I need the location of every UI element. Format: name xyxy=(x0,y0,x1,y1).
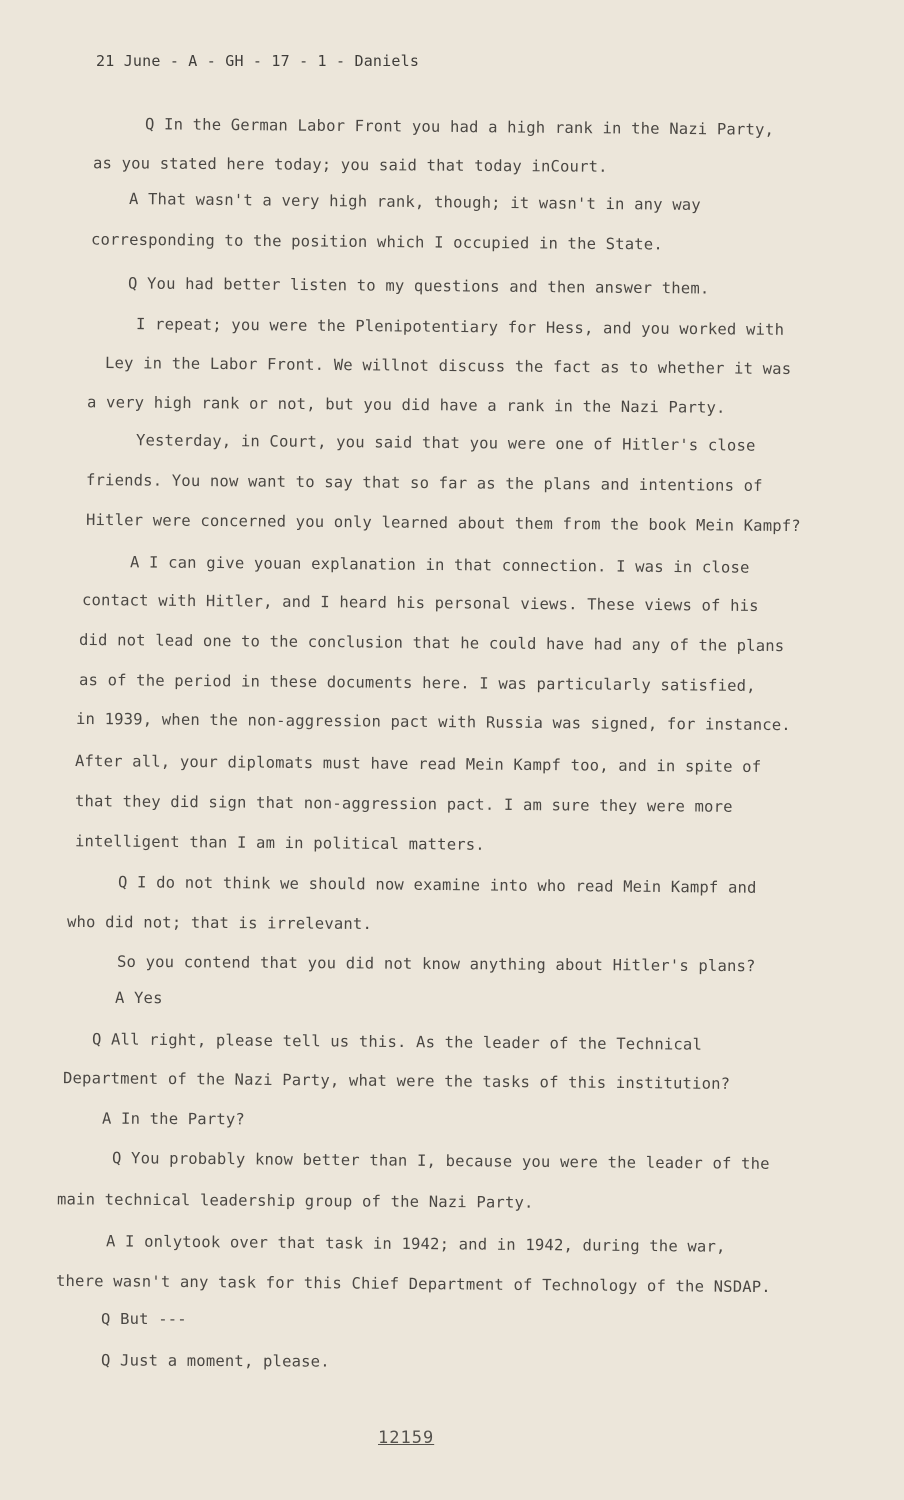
transcript-line: there wasn't any task for this Chief Department of Technology of the NSDAP. xyxy=(55,1271,771,1297)
transcript-line: A In the Party? xyxy=(101,1109,246,1129)
transcript-line: Q In the German Labor Front you had a high rank in the Nazi Party, xyxy=(144,115,775,139)
transcript-line: Q Just a moment, please. xyxy=(100,1351,330,1371)
transcript-line: Ley in the Labor Front. We willnot discuss the fact as to whether it was xyxy=(104,354,792,378)
transcript-line: main technical leadership group of the Nazi Party. xyxy=(56,1190,534,1212)
transcript-line: did not lead one to the conclusion that he could have had any of the plans xyxy=(78,630,785,656)
transcript-line: A Yes xyxy=(114,988,163,1008)
transcript-line: as you stated here today; you said that today inCourt. xyxy=(92,154,608,176)
transcript-line: as of the period in these documents here. I was particularly satisfied, xyxy=(78,671,756,695)
page-number: 12159 xyxy=(378,1428,435,1448)
transcript-line: Q You had better listen to my questions and then answer them. xyxy=(127,274,710,298)
page-header: 21 June - A - GH - 17 - 1 - Daniels xyxy=(96,52,420,70)
transcript-line: intelligent than I am in political matters. xyxy=(74,832,485,854)
transcript-line: Q You probably know better than I, because you were the leader of the xyxy=(111,1149,770,1173)
transcript-line: A That wasn't a very high rank, though; it wasn't in any way xyxy=(128,190,702,214)
transcript-line: A I onlytook over that task in 1942; and in 1942, during the war, xyxy=(105,1232,726,1256)
transcript-line: Q I do not think we should now examine into who read Mein Kampf and xyxy=(117,873,757,897)
transcript-line: friends. You now want to say that so far as the plans and intentions of xyxy=(85,471,763,495)
transcript-line: Yesterday, in Court, you said that you were one of Hitler's close xyxy=(135,431,756,455)
transcript-line: Department of the Nazi Party, what were the tasks of this institution? xyxy=(62,1069,731,1093)
transcript-line: I repeat; you were the Plenipotentiary for Hess, and you worked with xyxy=(135,315,785,339)
transcript-line: who did not; that is irrelevant. xyxy=(66,912,373,934)
transcript-line: Q But --- xyxy=(101,1310,187,1328)
transcript-line: a very high rank or not, but you did have a rank in the Nazi Party. xyxy=(86,393,726,417)
transcript-line: contact with Hitler, and I heard his personal views. These views of his xyxy=(81,591,759,615)
transcript-line: After all, your diplomats must have read Mein Kampf too, and in spite of xyxy=(74,752,762,776)
transcript-line: Q All right, please tell us this. As the leader of the Technical xyxy=(91,1030,703,1054)
transcript-line: Hitler were concerned you only learned about them from the book Mein Kampf? xyxy=(85,510,801,536)
transcript-line: in 1939, when the non-aggression pact with Russia was signed, for instance. xyxy=(75,709,791,735)
transcript-line: A I can give youan explanation in that connection. I was in close xyxy=(129,553,750,577)
transcript-line: corresponding to the position which I occupied in the State. xyxy=(90,230,663,254)
transcript-line: that they did sign that non-aggression pact. I am sure they were more xyxy=(74,792,733,816)
transcript-line: So you contend that you did not know anything about Hitler's plans? xyxy=(116,952,756,976)
